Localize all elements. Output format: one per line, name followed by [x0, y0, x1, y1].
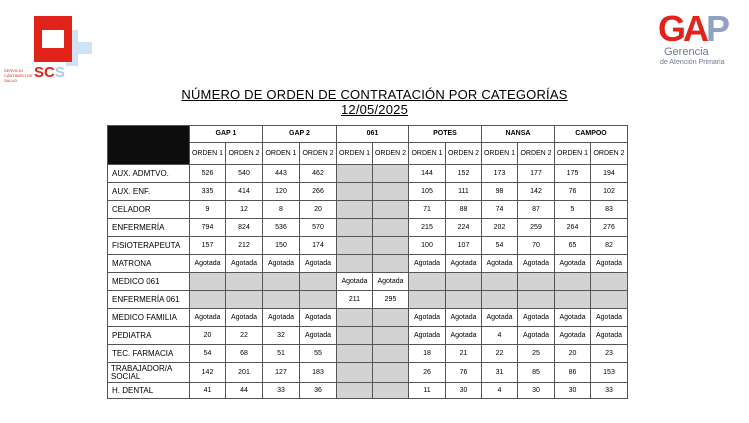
order-subheader: ORDEN 1 — [337, 143, 373, 165]
table-row — [108, 183, 628, 201]
empty-cell — [373, 255, 409, 273]
order-value-cell: 23 — [591, 345, 628, 363]
order-value-cell: 71 — [409, 201, 446, 219]
order-value-cell: Agotada — [190, 309, 226, 327]
order-value-cell: 30 — [446, 383, 482, 399]
order-value-cell: 22 — [226, 327, 263, 345]
order-value-cell: 824 — [226, 219, 263, 237]
order-value-cell: 153 — [591, 363, 628, 383]
empty-cell — [263, 291, 300, 309]
category-label: MEDICO 061 — [108, 273, 190, 291]
empty-cell — [446, 273, 482, 291]
table-row — [108, 309, 628, 327]
scs-wordmark: SCS — [34, 64, 65, 81]
page-date: 12/05/2025 — [340, 102, 409, 117]
table-row — [108, 165, 628, 183]
order-value-cell: Agotada — [446, 309, 482, 327]
order-value-cell: 127 — [263, 363, 300, 383]
table-row — [108, 327, 628, 345]
order-value-cell: 32 — [263, 327, 300, 345]
order-value-cell: 215 — [409, 219, 446, 237]
order-value-cell: 68 — [226, 345, 263, 363]
order-value-cell: 74 — [482, 201, 518, 219]
order-value-cell: Agotada — [482, 309, 518, 327]
order-value-cell: 211 — [337, 291, 373, 309]
order-value-cell: 111 — [446, 183, 482, 201]
order-value-cell: 152 — [446, 165, 482, 183]
empty-cell — [337, 309, 373, 327]
order-value-cell: 36 — [300, 383, 337, 399]
empty-cell — [337, 165, 373, 183]
gap-wordmark: GAP — [658, 8, 728, 49]
table-row — [108, 219, 628, 237]
empty-cell — [373, 237, 409, 255]
order-value-cell: 259 — [518, 219, 555, 237]
order-value-cell: 526 — [190, 165, 226, 183]
gap-name: Gerencia — [664, 46, 709, 58]
order-value-cell: 335 — [190, 183, 226, 201]
order-value-cell: 536 — [263, 219, 300, 237]
empty-cell — [373, 363, 409, 383]
empty-cell — [373, 383, 409, 399]
group-header: GAP 2 — [263, 126, 337, 143]
order-value-cell: Agotada — [409, 309, 446, 327]
contract-order-table — [107, 125, 628, 399]
group-header: 061 — [337, 126, 409, 143]
order-value-cell: 20 — [555, 345, 591, 363]
order-value-cell: 175 — [555, 165, 591, 183]
order-value-cell: 570 — [300, 219, 337, 237]
order-value-cell: 21 — [446, 345, 482, 363]
order-value-cell: 87 — [518, 201, 555, 219]
order-value-cell: 83 — [591, 201, 628, 219]
group-header: CAMPOO — [555, 126, 628, 143]
empty-cell — [446, 291, 482, 309]
order-subheader: ORDEN 2 — [518, 143, 555, 165]
empty-cell — [226, 273, 263, 291]
order-value-cell: Agotada — [226, 309, 263, 327]
order-value-cell: Agotada — [446, 327, 482, 345]
order-value-cell: Agotada — [555, 327, 591, 345]
order-value-cell: 144 — [409, 165, 446, 183]
empty-cell — [373, 219, 409, 237]
scs-tagline: SERVICIO CÁNTABRO DE SALUD — [4, 68, 33, 83]
category-label: TRABAJADOR/A SOCIAL — [108, 363, 190, 383]
order-value-cell: 295 — [373, 291, 409, 309]
order-value-cell: 540 — [226, 165, 263, 183]
order-value-cell: Agotada — [263, 309, 300, 327]
order-value-cell: 65 — [555, 237, 591, 255]
order-value-cell: 266 — [300, 183, 337, 201]
order-value-cell: 8 — [263, 201, 300, 219]
order-subheader: ORDEN 2 — [591, 143, 628, 165]
order-value-cell: 202 — [482, 219, 518, 237]
order-value-cell: 76 — [446, 363, 482, 383]
order-value-cell: 173 — [482, 165, 518, 183]
order-value-cell: 82 — [591, 237, 628, 255]
order-value-cell: 26 — [409, 363, 446, 383]
order-subheader: ORDEN 1 — [263, 143, 300, 165]
empty-cell — [518, 291, 555, 309]
empty-cell — [337, 183, 373, 201]
order-value-cell: 98 — [482, 183, 518, 201]
order-value-cell: 25 — [518, 345, 555, 363]
empty-cell — [409, 291, 446, 309]
order-value-cell: 276 — [591, 219, 628, 237]
order-value-cell: 55 — [300, 345, 337, 363]
scs-logo — [4, 14, 104, 83]
table-row — [108, 291, 628, 309]
order-value-cell: 22 — [482, 345, 518, 363]
empty-cell — [337, 345, 373, 363]
order-value-cell: 5 — [555, 201, 591, 219]
order-value-cell: 794 — [190, 219, 226, 237]
order-value-cell: 142 — [518, 183, 555, 201]
order-value-cell: Agotada — [482, 255, 518, 273]
order-value-cell: Agotada — [300, 327, 337, 345]
empty-cell — [373, 309, 409, 327]
order-value-cell: 70 — [518, 237, 555, 255]
table-row — [108, 255, 628, 273]
empty-cell — [373, 183, 409, 201]
empty-cell — [555, 273, 591, 291]
empty-cell — [300, 273, 337, 291]
group-header: GAP 1 — [190, 126, 263, 143]
order-value-cell: 54 — [482, 237, 518, 255]
order-value-cell: 41 — [190, 383, 226, 399]
order-value-cell: Agotada — [190, 255, 226, 273]
order-value-cell: 157 — [190, 237, 226, 255]
empty-cell — [482, 291, 518, 309]
order-value-cell: 177 — [518, 165, 555, 183]
category-label: AUX. ADMTVO. — [108, 165, 190, 183]
category-label: ENFERMERÍA — [108, 219, 190, 237]
order-value-cell: Agotada — [591, 255, 628, 273]
order-value-cell: Agotada — [373, 273, 409, 291]
empty-cell — [337, 255, 373, 273]
empty-cell — [373, 201, 409, 219]
category-label: MEDICO FAMILIA — [108, 309, 190, 327]
category-label: TEC. FARMACIA — [108, 345, 190, 363]
category-label: AUX. ENF. — [108, 183, 190, 201]
order-value-cell: Agotada — [263, 255, 300, 273]
order-value-cell: 4 — [482, 383, 518, 399]
empty-cell — [337, 237, 373, 255]
order-value-cell: 18 — [409, 345, 446, 363]
order-value-cell: 54 — [190, 345, 226, 363]
gap-logo — [656, 8, 746, 68]
empty-cell — [373, 345, 409, 363]
page-title: NÚMERO DE ORDEN DE CONTRATACIÓN POR CATEGORÍAS — [181, 87, 568, 102]
table-row — [108, 363, 628, 383]
empty-cell — [409, 273, 446, 291]
table-row — [108, 345, 628, 363]
order-value-cell: 107 — [446, 237, 482, 255]
order-value-cell: 44 — [226, 383, 263, 399]
order-value-cell: 150 — [263, 237, 300, 255]
empty-cell — [591, 291, 628, 309]
table-row — [108, 201, 628, 219]
empty-cell — [482, 273, 518, 291]
empty-cell — [518, 273, 555, 291]
order-value-cell: 142 — [190, 363, 226, 383]
order-value-cell: 30 — [555, 383, 591, 399]
order-subheader: ORDEN 2 — [373, 143, 409, 165]
order-value-cell: 31 — [482, 363, 518, 383]
order-subheader: ORDEN 2 — [446, 143, 482, 165]
order-value-cell: 194 — [591, 165, 628, 183]
order-value-cell: Agotada — [300, 255, 337, 273]
order-value-cell: 100 — [409, 237, 446, 255]
gap-subtitle: de Atención Primaria — [660, 59, 725, 66]
scs-cross-red — [34, 16, 72, 62]
order-value-cell: 183 — [300, 363, 337, 383]
category-label: FISIOTERAPEUTA — [108, 237, 190, 255]
order-value-cell: 102 — [591, 183, 628, 201]
order-value-cell: 76 — [555, 183, 591, 201]
order-value-cell: Agotada — [226, 255, 263, 273]
order-value-cell: Agotada — [409, 327, 446, 345]
table-row — [108, 237, 628, 255]
order-value-cell: 88 — [446, 201, 482, 219]
order-subheader: ORDEN 1 — [555, 143, 591, 165]
order-value-cell: 462 — [300, 165, 337, 183]
order-value-cell: 85 — [518, 363, 555, 383]
order-value-cell: 264 — [555, 219, 591, 237]
order-value-cell: 120 — [263, 183, 300, 201]
category-label: PEDIATRA — [108, 327, 190, 345]
order-value-cell: Agotada — [555, 255, 591, 273]
order-value-cell: 33 — [591, 383, 628, 399]
order-value-cell: 20 — [190, 327, 226, 345]
category-label: H. DENTAL — [108, 383, 190, 399]
order-value-cell: 224 — [446, 219, 482, 237]
order-value-cell: Agotada — [518, 255, 555, 273]
group-header: NANSA — [482, 126, 555, 143]
order-value-cell: Agotada — [518, 309, 555, 327]
order-value-cell: 33 — [263, 383, 300, 399]
order-value-cell: Agotada — [300, 309, 337, 327]
order-value-cell: 212 — [226, 237, 263, 255]
order-value-cell: Agotada — [409, 255, 446, 273]
order-value-cell: 414 — [226, 183, 263, 201]
order-value-cell: 20 — [300, 201, 337, 219]
order-value-cell: 105 — [409, 183, 446, 201]
empty-cell — [337, 219, 373, 237]
order-value-cell: 12 — [226, 201, 263, 219]
empty-cell — [555, 291, 591, 309]
order-value-cell: Agotada — [518, 327, 555, 345]
order-subheader: ORDEN 2 — [300, 143, 337, 165]
order-value-cell: Agotada — [591, 327, 628, 345]
order-value-cell: 11 — [409, 383, 446, 399]
category-label: MATRONA — [108, 255, 190, 273]
order-subheader: ORDEN 1 — [409, 143, 446, 165]
empty-cell — [373, 327, 409, 345]
order-value-cell: 30 — [518, 383, 555, 399]
empty-cell — [373, 165, 409, 183]
empty-cell — [190, 291, 226, 309]
category-label: CELADOR — [108, 201, 190, 219]
empty-cell — [190, 273, 226, 291]
order-subheader: ORDEN 1 — [482, 143, 518, 165]
empty-cell — [263, 273, 300, 291]
empty-cell — [337, 201, 373, 219]
table-row — [108, 383, 628, 399]
order-value-cell: Agotada — [591, 309, 628, 327]
order-value-cell: Agotada — [555, 309, 591, 327]
empty-cell — [226, 291, 263, 309]
empty-cell — [300, 291, 337, 309]
order-value-cell: 201 — [226, 363, 263, 383]
table-row — [108, 273, 628, 291]
header-corner — [108, 126, 190, 165]
empty-cell — [591, 273, 628, 291]
empty-cell — [337, 363, 373, 383]
order-value-cell: Agotada — [446, 255, 482, 273]
order-value-cell: Agotada — [337, 273, 373, 291]
order-subheader: ORDEN 2 — [226, 143, 263, 165]
empty-cell — [337, 383, 373, 399]
group-header: POTES — [409, 126, 482, 143]
order-value-cell: 51 — [263, 345, 300, 363]
empty-cell — [337, 327, 373, 345]
order-value-cell: 4 — [482, 327, 518, 345]
order-subheader: ORDEN 1 — [190, 143, 226, 165]
order-value-cell: 86 — [555, 363, 591, 383]
category-label: ENFERMERÍA 061 — [108, 291, 190, 309]
order-value-cell: 443 — [263, 165, 300, 183]
order-value-cell: 9 — [190, 201, 226, 219]
order-value-cell: 174 — [300, 237, 337, 255]
